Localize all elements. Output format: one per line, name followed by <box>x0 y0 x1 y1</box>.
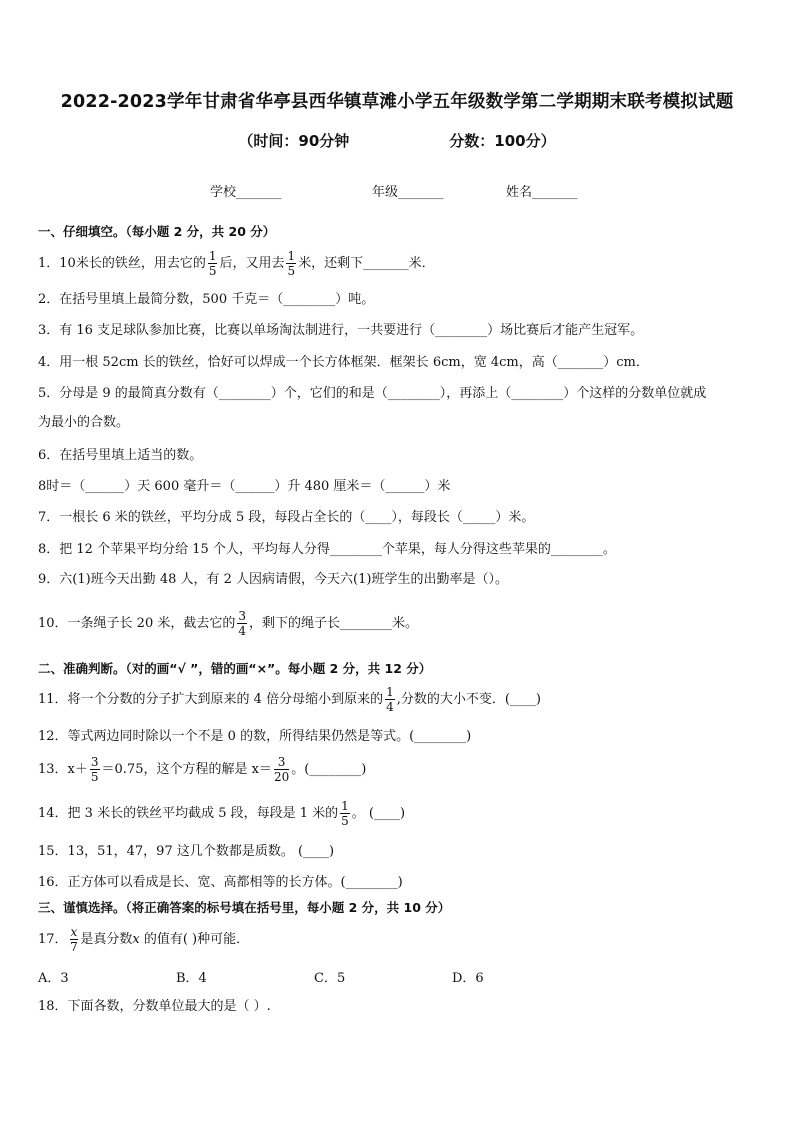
section-3-heading: 三、谨慎选择。（将正确答案的标号填在括号里，每小题 2 分，共 10 分） <box>38 900 451 915</box>
question-10: 10．一条绳子长 20 米，截去它的 $\frac{3}{4}$ ，剩下的绳子长________米。 <box>38 609 419 638</box>
question-16: 16．正方体可以看成是长、宽、高都相等的长方体。(________) <box>38 875 403 890</box>
fraction: $\frac{3}{20}$ <box>273 755 290 784</box>
question-1: 1．10米长的铁丝，用去它的 $\frac{1}{5}$ 后，又用去 $\frac{1}{5}$ 米，还剩下_______米． <box>38 249 435 278</box>
option-d: D．6 <box>452 971 484 986</box>
fraction: $\frac{3}{4}$ <box>238 609 246 638</box>
question-6: 6．在括号里填上适当的数。 <box>38 448 203 463</box>
question-3: 3．有 16 支足球队参加比赛，比赛以单场淘汰制进行，一共要进行（________）场比赛后才能产生冠军。 <box>38 323 644 338</box>
exam-meta <box>0 130 794 151</box>
fraction: $\frac{1}{4}$ <box>386 685 394 714</box>
question-8: 8．把 12 个苹果平均分给 15 个人，平均每人分得________个苹果，每人分得这些苹果的________。 <box>38 542 616 557</box>
fraction: $\frac{3}{5}$ <box>90 755 99 784</box>
section-2-heading: 二、准确判断。（对的画“√ ”，错的画“×”。每小题 2 分，共 12 分） <box>38 661 432 676</box>
fraction: $\frac{1}{5}$ <box>208 249 217 278</box>
option-c: C．5 <box>314 971 346 986</box>
fraction: $\frac{x}{7}$ <box>70 925 78 954</box>
name-field: 姓名_______ <box>506 185 578 200</box>
question-4: 4．用一根 52cm 长的铁丝，恰好可以焊成一个长方体框架．框架长 6cm，宽 4cm，高（_______）cm． <box>38 355 649 370</box>
section-1-heading: 一、仔细填空。（每小题 2 分，共 20 分） <box>38 224 276 239</box>
question-13: 13．x＋ $\frac{3}{5}$ ＝0.75，这个方程的解是 x＝ $\frac{3}{20}$ 。(________) <box>38 755 367 784</box>
grade-field: 年级_______ <box>372 185 444 200</box>
question-14: 14．把 3 米长的铁丝平均截成 5 段，每段是 1 米的 $\frac{1}{5}$ 。 (____) <box>38 799 406 828</box>
question-18: 18．下面各数，分数单位最大的是（ ）. <box>38 999 271 1014</box>
question-7: 7．一根长 6 米的铁丝，平均分成 5 段，每段占全长的（____），每段长（_____）米。 <box>38 510 535 525</box>
page-title: 2022-2023学年甘肃省华亭县西华镇草滩小学五年级数学第二学期期末联考模拟试题 <box>60 92 734 112</box>
option-b: B．4 <box>176 971 207 986</box>
question-17: 17． $\frac{x}{7}$ 是真分数x 的值有( )种可能． <box>38 925 250 954</box>
question-12: 12．等式两边同时除以一个不是 0 的数，所得结果仍然是等式。(________) <box>38 729 472 744</box>
fraction: $\frac{1}{5}$ <box>287 249 296 278</box>
question-5-line-2: 为最小的合数。 <box>38 415 130 430</box>
question-11: 11．将一个分数的分子扩大到原来的 4 倍分母缩小到原来的 $\frac{1}{4}$ ,分数的大小不变．(____) <box>38 685 541 714</box>
question-5-line-1: 5．分母是 9 的最简真分数有（________）个，它们的和是（________），再添上（________）个这样的分数单位就成 <box>38 386 707 401</box>
question-2: 2．在括号里填上最简分数，500 千克＝（________）吨。 <box>38 292 375 307</box>
score-label: 分数：100分） <box>449 132 556 150</box>
option-a: A．3 <box>38 971 69 986</box>
fraction: $\frac{1}{5}$ <box>341 799 349 828</box>
time-label: （时间：90分钟 <box>238 132 350 150</box>
school-field: 学校_______ <box>210 185 282 200</box>
question-6-blanks: 8时＝（______）天 600 毫升＝（______）升 480 厘米＝（______）米 <box>38 479 451 494</box>
question-15: 15．13，51，47，97 这几个数都是质数。 (____) <box>38 844 335 859</box>
question-9: 9．六(1)班今天出勤 48 人，有 2 人因病请假，今天六(1)班学生的出勤率是（）。 <box>38 572 508 587</box>
